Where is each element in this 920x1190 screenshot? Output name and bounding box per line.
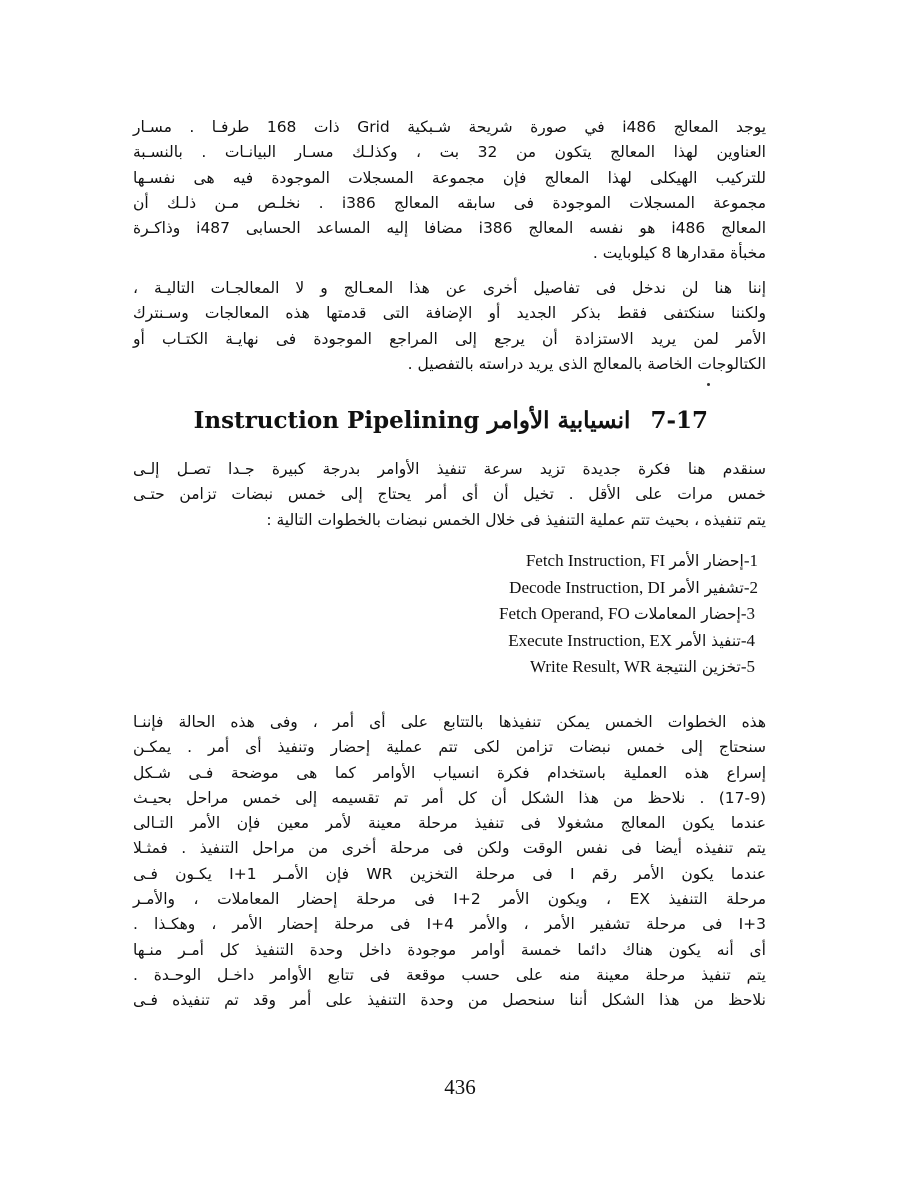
- text-line: إننا هنا لن ندخل فى تفاصيل أخرى عن هذا المعـالج و لا المعالجـات التاليـة ،: [133, 279, 766, 297]
- text-line: مجموعة المسجلات الموجودة فى سابقه المعالج i386 . نخلـص مـن ذلـك أن: [133, 193, 766, 212]
- paragraph-pipelining-intro: [133, 457, 766, 533]
- pipeline-steps-list: [133, 548, 758, 681]
- text-line: سنقدم هنا فكرة جديدة تزيد سرعة تنفيذ الأوامر بدرجة كبيرة جـدا تصـل إلـى: [133, 460, 766, 478]
- step-english: Fetch Instruction, FI: [525, 551, 666, 570]
- text-line: ولكننا سنكتفى فقط بذكر الجديد أو الإضافة التى قدمتها هذه المعالجات وسـنترك: [133, 304, 766, 323]
- text-line: أى أنه يكون هناك دائما خمسة أوامر موجودة داخل وحدة التنفيذ كل أمـر منـها: [133, 940, 766, 959]
- section-number: 7-17: [650, 407, 708, 434]
- step-number: 5-: [740, 657, 755, 676]
- step-arabic: تنفيذ الأمر: [676, 631, 741, 650]
- step-arabic: إحضار المعاملات: [634, 605, 741, 623]
- page-number: 436: [444, 1075, 476, 1099]
- text-line: العناوين لهذا المعالج يتكون من 32 بت ، وكذلـك مسـار البيانـات . بالنسـبة: [133, 143, 766, 162]
- text-line: مخبأة مقدارها 8 كيلوبايت .: [592, 244, 766, 263]
- paragraph-further-details: [133, 276, 766, 377]
- text-line: للتركيب الهيكلى لهذا المعالج فإن مجموعة المسجلات الموجودة فيه هى نفسـها: [133, 168, 766, 187]
- step-english: Decode Instruction, DI: [509, 577, 666, 597]
- section-title-arabic: انسيابية الأوامر: [487, 407, 631, 434]
- paragraph-i486-description: [133, 115, 766, 267]
- text-line: خمس مرات على الأقل . تخيل أن أى أمر يحتاج إلى خمس نبضات تزامن حتـى: [133, 485, 766, 504]
- list-item: [133, 628, 758, 655]
- text-line: عندما يكون المعالج مشغولا فى تنفيذ مرحلة معينة لأمر معين فإن الأمر التـالى: [133, 814, 766, 833]
- list-item: [133, 548, 758, 575]
- text-line: يتم تنفيذه أيضا فى نفس الوقت ولكن فى مرحلة أخرى من مراحل التنفيذ . فمثـلا: [133, 839, 766, 858]
- text-line: سنحتاج إلى خمس نبضات تزامن لكى تتم عملية إحضار وتنفيذ أى أمر . يمكـن: [133, 738, 766, 757]
- text-line: نلاحظ من هذا الشكل أننا سنحصل من وحدة التنفيذ على أمر وقد تم تنفيذه فـى: [133, 991, 766, 1010]
- list-item: [133, 601, 758, 628]
- text-line: عندما يكون الأمر رقم I فى مرحلة التخزين WR فإن الأمـر I+1 يكـون فـى: [133, 864, 766, 883]
- step-english: Fetch Operand, FO: [498, 604, 630, 623]
- step-number: 1-: [743, 551, 758, 570]
- step-english: Execute Instruction, EX: [508, 630, 672, 650]
- text-line: يتم تنفيذه ، بحيث تتم عملية التنفيذ فى خلال الخمس نبضات بالخطوات التالية :: [266, 510, 766, 529]
- text-line: الأمر لمن يريد الاستزادة أن يرجع إلى المراجع الموجودة فى نهايـة الكتـاب أو: [133, 329, 766, 348]
- text-line: يوجد المعالج i486 في صورة شريحة شـبكية Grid ذات 168 طرفـا . مسـار: [133, 118, 767, 136]
- text-line: إسراع هذه العملية باستخدام فكرة انسياب الأوامر كما هى موضحة فـى شـكل: [133, 763, 766, 782]
- step-number: 4-: [740, 630, 755, 650]
- step-number: 2-: [743, 577, 758, 597]
- step-arabic: إحضار الأمر: [669, 552, 744, 570]
- section-heading: [133, 407, 708, 434]
- step-number: 3-: [740, 604, 755, 623]
- list-item: [133, 575, 758, 602]
- text-line: يتم تنفيذ مرحلة معينة منه على حسب موقعة فى تتابع الأوامر داخـل الوحـدة .: [133, 965, 766, 984]
- text-line: مرحلة التنفيذ EX ، ويكون الأمر I+2 فى مرحلة إحضار المعاملات ، والأمـر: [133, 890, 766, 909]
- paragraph-pipeline-explanation: [133, 710, 766, 1014]
- step-arabic: تخزين النتيجة: [655, 658, 741, 676]
- step-arabic: تشفير الأمر: [669, 578, 744, 597]
- stray-dot: [707, 383, 710, 386]
- text-line: المعالج i486 هو نفسه المعالج i386 مضافا إليه المساعد الحسابى i487 وذاكـرة: [133, 219, 766, 238]
- step-english: Write Result, WR: [529, 657, 652, 676]
- text-line: (17-9) . نلاحظ من هذا الشكل أن كل أمر تم تقسيمه إلى خمس مراحل بحيـث: [133, 788, 766, 807]
- text-line: الكتالوجات الخاصة بالمعالج الذى يريد دراسته بالتفصيل .: [407, 354, 766, 373]
- text-line: I+3 فى مرحلة تشفير الأمر ، والأمر I+4 فى مرحلة إحضار الأمر ، وهكـذا .: [133, 915, 766, 934]
- text-line: هذه الخطوات الخمس يمكن تنفيذها بالتتابع على أى أمر ، وفى هذه الحالة فإننـا: [133, 713, 766, 731]
- section-title-english: Instruction Pipelining: [193, 407, 480, 434]
- list-item: [133, 654, 758, 681]
